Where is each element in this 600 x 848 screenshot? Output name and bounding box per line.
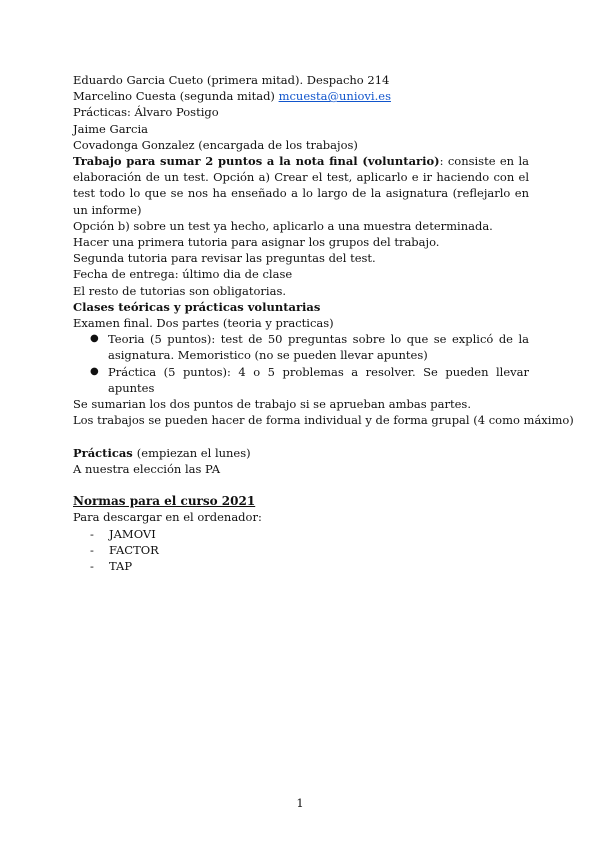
page-number: 1 bbox=[296, 796, 304, 810]
trabajo-heading: Trabajo para sumar 2 puntos a la nota final (voluntario) bbox=[73, 154, 440, 169]
trabajo-description: : consiste en la elaboración de un test. Opción a) Crear el test, aplicarlo e ir haciendo con el test todo lo que se nos ha enseñado a lo largo de la asignatura (reflejarlo en un informe) bbox=[73, 154, 529, 217]
practicas-line bbox=[73, 445, 529, 461]
bullet-icon: ● bbox=[90, 333, 99, 345]
spacer bbox=[73, 428, 529, 444]
examen-line: Examen final. Dos partes (teoria y practicas) bbox=[73, 316, 334, 331]
exam-bullet-list bbox=[73, 331, 529, 396]
practicas-note: (empiezan el lunes) bbox=[136, 445, 251, 460]
list-item bbox=[73, 558, 529, 574]
document-body bbox=[73, 72, 574, 574]
practicas-heading: Prácticas bbox=[73, 445, 137, 460]
teacher-line-2-text: Marcelino Cuesta (segunda mitad) bbox=[73, 89, 279, 104]
eleccion-line: A nuestra elección las PA bbox=[73, 461, 221, 476]
dash-icon: - bbox=[90, 542, 94, 557]
entrega-line: Fecha de entrega: último dia de clase bbox=[73, 267, 293, 282]
list-item bbox=[73, 364, 529, 396]
bullet-icon: ● bbox=[90, 365, 99, 377]
descargar-line: Para descargar en el ordenador: bbox=[73, 510, 262, 525]
list-item bbox=[73, 542, 529, 558]
software-name: TAP bbox=[109, 559, 133, 574]
list-item bbox=[73, 331, 529, 363]
software-list bbox=[73, 526, 529, 575]
teacher-line-5: Covadonga Gonzalez (encargada de los trabajos) bbox=[73, 137, 358, 152]
teacher-line-1: Eduardo Garcia Cueto (primera mitad). Despacho 214 bbox=[73, 73, 390, 87]
teacher-line-4: Jaime Garcia bbox=[73, 121, 149, 136]
practicas-teacher: Prácticas: Álvaro Postigo bbox=[73, 105, 219, 120]
sumarian-line: Se sumarian los dos puntos de trabajo si se aprueban ambas partes. bbox=[73, 397, 471, 412]
clases-heading: Clases teóricas y prácticas voluntarias bbox=[73, 299, 321, 314]
software-name: FACTOR bbox=[109, 542, 159, 557]
trabajos-grupal-line: Los trabajos se pueden hacer de forma individual y de forma grupal (4 como máximo) bbox=[73, 413, 574, 428]
list-item bbox=[73, 526, 529, 542]
bullet-text: Práctica (5 puntos): 4 o 5 problemas a resolver. Se pueden llevar apuntes bbox=[108, 364, 529, 395]
normas-heading: Normas para el curso 2021 bbox=[73, 494, 256, 509]
spacer bbox=[73, 477, 529, 493]
trabajo-paragraph bbox=[73, 153, 529, 218]
software-name: JAMOVI bbox=[109, 526, 156, 541]
opcion-b-line: Opción b) sobre un test ya hecho, aplicarlo a una muestra determinada. bbox=[73, 218, 493, 233]
tutoria-1-line: Hacer una primera tutoria para asignar los grupos del trabajo. bbox=[73, 235, 440, 250]
resto-tutorias-line: El resto de tutorias son obligatorias. bbox=[73, 283, 286, 298]
dash-icon: - bbox=[90, 526, 94, 541]
dash-icon: - bbox=[90, 559, 94, 574]
tutoria-2-line: Segunda tutoria para revisar las preguntas del test. bbox=[73, 251, 376, 266]
bullet-text: Teoria (5 puntos): test de 50 preguntas sobre lo que se explicó de la asignatura. Memoristico (no se pueden llevar apuntes) bbox=[108, 332, 529, 363]
email-link[interactable]: mcuesta@uniovi.es bbox=[278, 89, 391, 104]
teacher-line-2 bbox=[73, 88, 529, 104]
